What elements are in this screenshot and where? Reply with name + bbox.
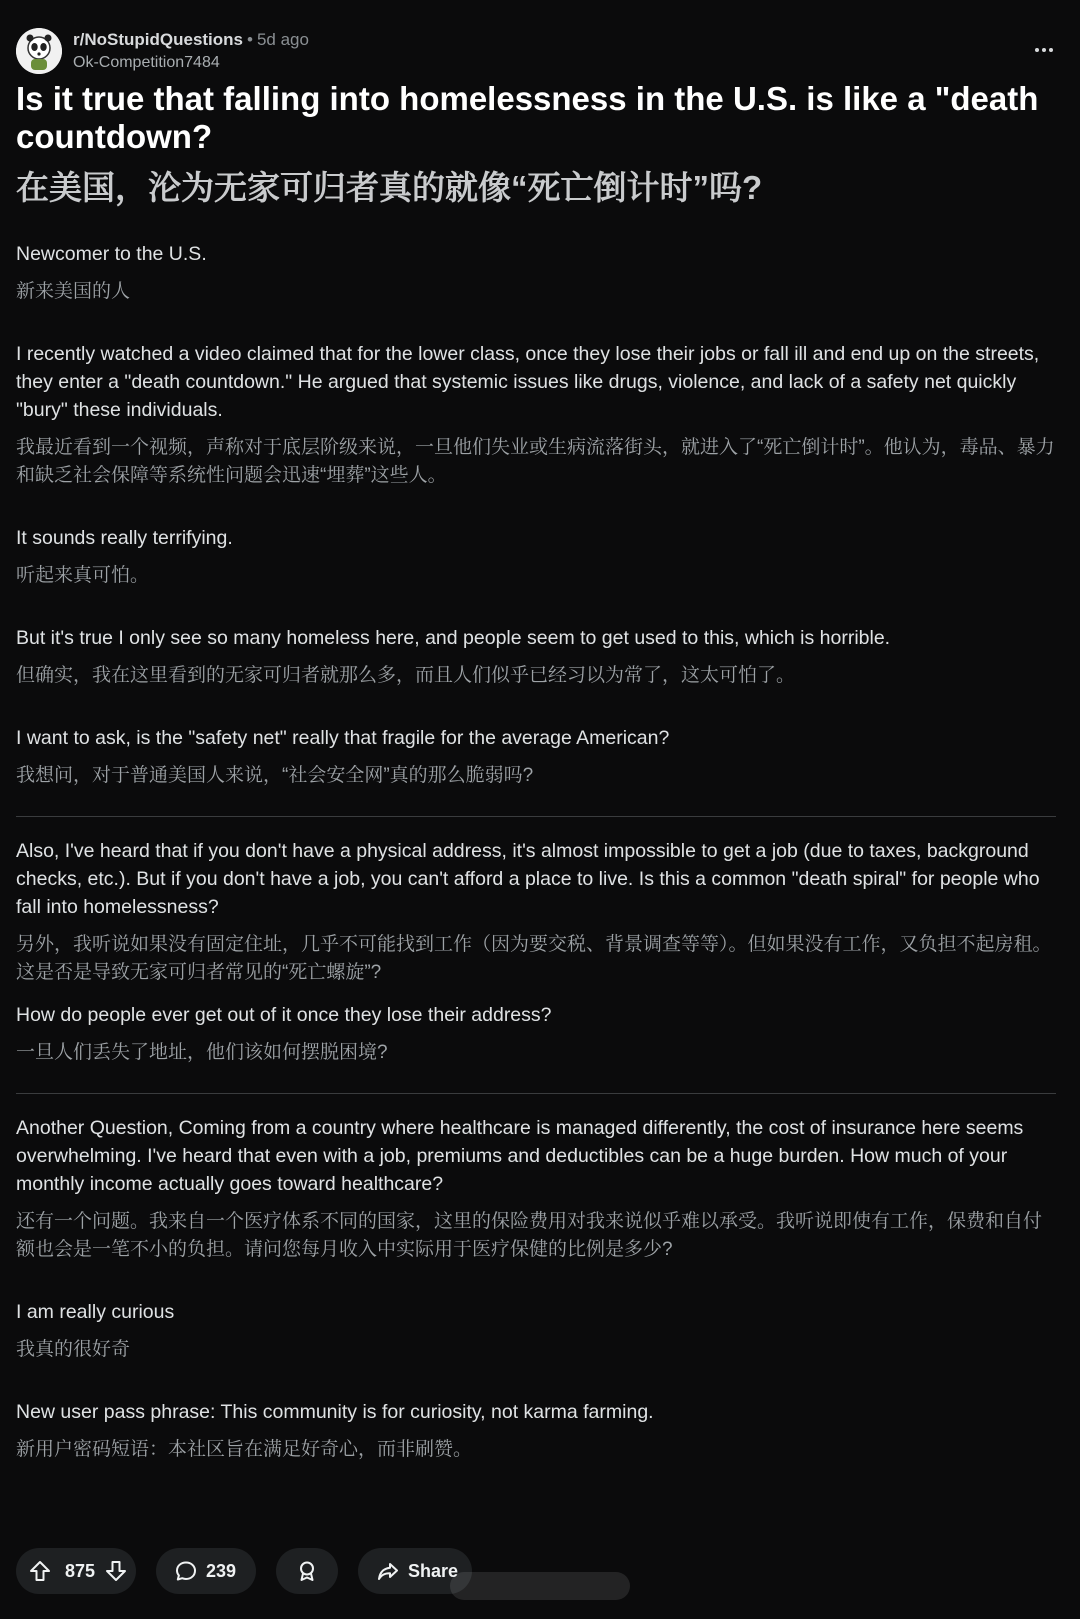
paragraph-en: I am really curious (16, 1301, 175, 1323)
post-header (16, 26, 1064, 76)
paragraph-en: I recently watched a video claimed that for the lower class, once they lose their jobs or fall ill and end up on the streets, they enter a "death countdown." He argued that systemic issues like drugs, violence, and lack of a safety net quickly "bury" these individuals. (16, 343, 1040, 421)
downvote-icon[interactable] (104, 1559, 128, 1583)
paragraph-en: I want to ask, is the "safety net" really that fragile for the average American? (16, 727, 670, 749)
share-label: Share (408, 1560, 459, 1581)
paragraph-zh: 我真的很好奇 (16, 1339, 131, 1360)
paragraph-zh: 新来美国的人 (16, 281, 131, 302)
watermark-overlay (450, 1572, 630, 1600)
paragraph-en: Another Question, Coming from a country where healthcare is managed differently, the cost of insurance here seems overwhelming. I've heard that even with a job, premiums and deductibles can be a huge burden. How much of your monthly income actually goes toward healthcare? (16, 1117, 1024, 1195)
paragraph (16, 1001, 1056, 1067)
divider (16, 816, 1056, 817)
upvote-icon[interactable] (28, 1559, 52, 1583)
post-title: Is it true that falling into homelessness in the U.S. is like a "death countdown? (16, 80, 1039, 155)
divider (16, 1093, 1056, 1094)
post-body (16, 240, 1056, 1498)
paragraph (16, 724, 1056, 790)
subreddit-name[interactable]: r/NoStupidQuestions (73, 30, 243, 49)
avatar[interactable] (16, 28, 62, 74)
paragraph-zh: 新用户密码短语：本社区旨在满足好奇心，而非刷赞。 (16, 1439, 473, 1460)
more-icon[interactable] (1024, 36, 1064, 64)
paragraph-en: Also, I've heard that if you don't have a physical address, it's almost impossible to get a job (due to taxes, background checks, etc.). But if you don't have a job, you can't afford a place to live. Is this a common "death spiral" for people who fall into homelessness? (16, 840, 1040, 918)
comment-icon (174, 1559, 198, 1583)
paragraph-zh: 另外，我听说如果没有固定住址，几乎不可能找到工作（因为要交税、背景调查等等）。但如果没有工作，又负担不起房租。这是否是导致无家可归者常见的“死亡螺旋”? (16, 934, 1052, 983)
author-name[interactable]: Ok-Competition7484 (73, 54, 220, 71)
paragraph-zh: 一旦人们丢失了地址，他们该如何摆脱困境? (16, 1042, 388, 1063)
paragraph (16, 837, 1056, 987)
paragraph-en: Newcomer to the U.S. (16, 243, 207, 265)
post-title-translation: 在美国，沦为无家可归者真的就像“死亡倒计时”吗? (16, 169, 763, 206)
paragraph (16, 1114, 1056, 1264)
paragraph-zh: 但确实，我在这里看到的无家可归者就那么多，而且人们似乎已经习以为常了，这太可怕了。 (16, 665, 796, 686)
award-button[interactable] (276, 1548, 338, 1594)
subreddit-line (73, 30, 309, 50)
paragraph (16, 240, 1056, 306)
paragraph-en: It sounds really terrifying. (16, 527, 233, 549)
paragraph-zh: 还有一个问题。我来自一个医疗体系不同的国家，这里的保险费用对我来说似乎难以承受。我听说即使有工作，保费和自付额也会是一笔不小的负担。请问您每月收入中实际用于医疗保健的比例是多少? (16, 1211, 1043, 1260)
paragraph (16, 1398, 1056, 1464)
separator: • (247, 30, 253, 49)
share-icon (376, 1559, 400, 1583)
paragraph (16, 1298, 1056, 1364)
award-icon (295, 1559, 319, 1583)
vote-control (16, 1548, 136, 1594)
comments-button[interactable] (156, 1548, 256, 1594)
paragraph (16, 624, 1056, 690)
comment-count: 239 (206, 1560, 237, 1581)
paragraph-en: But it's true I only see so many homeless here, and people seem to get used to this, which is horrible. (16, 627, 891, 649)
paragraph-zh: 听起来真可怕。 (16, 565, 150, 586)
upvote-count: 875 (64, 1560, 96, 1581)
paragraph (16, 340, 1056, 490)
paragraph (16, 524, 1056, 590)
paragraph-en: How do people ever get out of it once they lose their address? (16, 1004, 552, 1026)
paragraph-zh: 我想问，对于普通美国人来说，“社会安全网”真的那么脆弱吗? (16, 765, 534, 786)
paragraph-en: New user pass phrase: This community is for curiosity, not karma farming. (16, 1401, 654, 1423)
post-time: 5d ago (256, 30, 309, 49)
paragraph-zh: 我最近看到一个视频，声称对于底层阶级来说，一旦他们失业或生病流落街头，就进入了“死亡倒计时”。他认为，毒品、暴力和缺乏社会保障等系统性问题会迅速“埋葬”这些人。 (16, 437, 1055, 486)
